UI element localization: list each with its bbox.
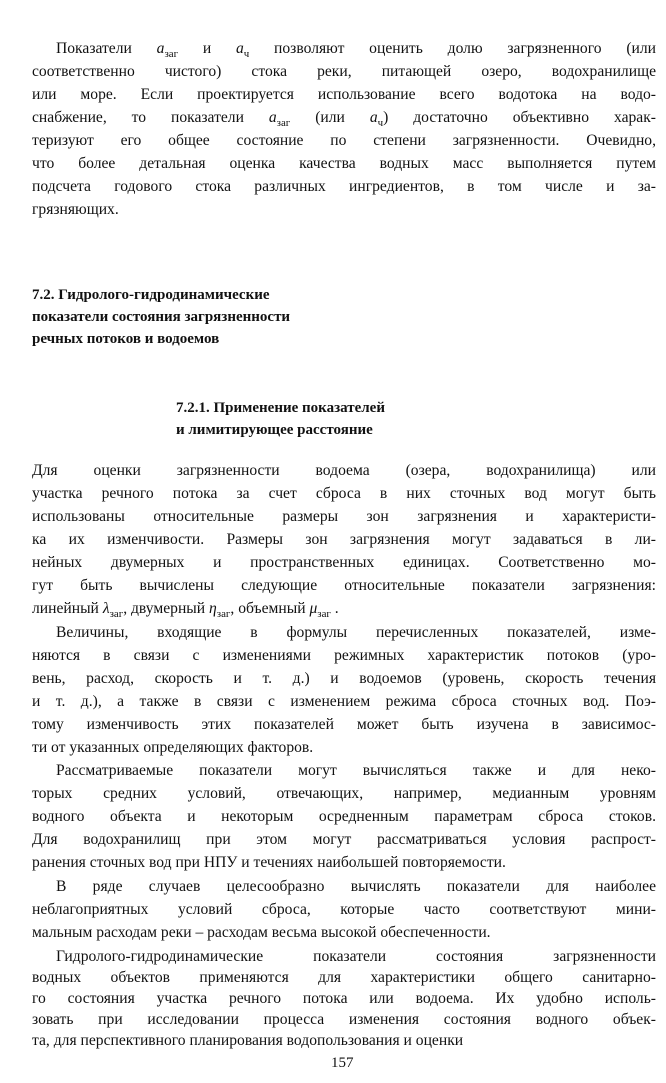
text-line: грязняющих. bbox=[32, 201, 119, 218]
text-line: Для оценки загрязненности водоема (озера, водохранилища) или bbox=[32, 462, 656, 479]
text-line: что более детальная оценка качества водных масс выполняется путем bbox=[32, 155, 656, 172]
text-line: Для водохранилищ при этом могут рассматриваться условия распрост- bbox=[32, 831, 656, 848]
text-line: го состояния участка речного потока или водоема. Их удобно исполь- bbox=[32, 990, 656, 1007]
text-line: водных объектов применяются для характеристики общего санитарно- bbox=[32, 969, 656, 986]
text-line: та, для перспективного планирования водопользования и оценки bbox=[32, 1032, 464, 1049]
text-line: теризуют его общее состояние по степени загрязненности. Очевидно, bbox=[32, 132, 656, 149]
text-line: соответственно чистого) стока реки, питающей озеро, водохранилище bbox=[32, 63, 656, 80]
text-line: Рассматриваемые показатели могут вычисляться также и для неко- bbox=[56, 762, 656, 779]
text-line: и т. д.), а также в связи с изменением режима сброса сточных вод. Поэ- bbox=[32, 693, 656, 710]
text-line: Величины, входящие в формулы перечисленных показателей, изме- bbox=[56, 624, 656, 641]
text-line: В ряде случаев целесообразно вычислять показатели для наиболее bbox=[56, 878, 656, 895]
text-line: или море. Если проектируется использование всего водотока на водо- bbox=[32, 86, 656, 103]
text-line: Показатели $a_{заг}$ и $a_ч$ позволяют оценить долю загрязненного (или bbox=[56, 40, 656, 60]
text-line: тому изменчивость этих показателей может быть изучена в зависимос- bbox=[32, 716, 656, 733]
text-line: ти от указанных определяющих факторов. bbox=[32, 739, 314, 756]
text-line: мальным расходам реки – расходам весьма высокой обеспеченности. bbox=[32, 924, 491, 941]
text-line: гут быть вычислены следующие относительные показатели загрязнения: bbox=[32, 577, 656, 594]
text-line: использованы относительные размеры зон загрязнения и характеристи- bbox=[32, 508, 656, 525]
text-line: подсчета годового стока различных ингредиентов, в том числе и за- bbox=[32, 178, 656, 195]
text-line: ка их изменчивости. Размеры зон загрязнения могут задаваться в ли- bbox=[32, 531, 656, 548]
text-line: вень, расход, скорость и т. д.) и водоемов (уровень, скорость течения bbox=[32, 670, 656, 687]
text-line: няются в связи с изменениями режимных характеристик потоков (уро- bbox=[32, 647, 656, 664]
document-page: Показатели $a_{заг}$ и $a_ч$ позволяют оценить долю загрязненного (или соответственно чистого) стока реки, питающей озеро, водохранилище или море. Если проектируется использование всего водотока на водо- снабжение, то показатели $a_{заг}$ (или $a_ч$) достаточно объективно харак- теризуют его общее состояние по степени загрязненности. Очевидно, что более детальная оценка качества водных масс выполняется путем подсчета годового стока различных ингредиентов, в том числе и за- грязняющих. 7.2. Гидролого-гидродинамические показатели состояния загрязненности речных потоков и водоемов 7.2.1. Применение показателей и лимитирующее расстояние Для оценки загрязненности водоема (озера, водохранилища) или участка речного потока за счет сброса в них сточных вод могут быть использованы относительные размеры зон загрязнения и характеристи- ка их изменчивости. Размеры зон загрязнения могут задаваться в ли- нейных двумерных и пространственных единицах. Соответственно мо- гут быть вычислены следующие относительные показатели загрязнения: линейный $\lambda_{заг}$, двумерный $\eta_{заг}$, объемный $\mu_{заг}$ . Величины, входящие в формулы перечисленных показателей, изме- няются в связи с изменениями режимных характеристик потоков (уро- вень, расход, скорость и т. д.) и водоемов (уровень, скорость течения и т. д.), а также в связи с изменением режима сброса сточных вод. Поэ- тому изменчивость этих показателей может быть изучена в зависимос- ти от указанных определяющих факторов. Рассматриваемые показатели могут вычисляться также и для неко- торых средних условий, отвечающих, например, медианным уровням водного объекта и некоторым осредненным параметрам сброса стоков. Для водохранилищ при этом могут рассматриваться условия распрост- ранения сточных вод при НПУ и течениях наибольшей повторяемости. В ряде случаев целесообразно вычислять показатели для наиболее неблагоприятных условий сброса, которые часто соответствуют мини- мальным расходам реки – расходам весьма высокой обеспеченности. Гидролого-гидродинамические показатели состояния загрязненности водных объектов применяются для характеристики общего санитарно- го состояния участка речного потока или водоема. Их удобно исполь- зовать при исследовании процесса изменения состояния водного объек- та, для перспективного планирования водопользования и оценки 157 bbox=[32, 40, 656, 1071]
text-line: Гидролого-гидродинамические показатели состояния загрязненности bbox=[56, 948, 656, 965]
text-line: зовать при исследовании процесса изменения состояния водного объек- bbox=[32, 1011, 656, 1028]
text-line: ранения сточных вод при НПУ и течениях наибольшей повторяемости. bbox=[32, 854, 506, 871]
page-number: 157 bbox=[331, 1055, 354, 1071]
text-line: участка речного потока за счет сброса в них сточных вод могут быть bbox=[32, 485, 656, 502]
text-line: неблагоприятных условий сброса, которые часто соответствуют мини- bbox=[32, 901, 656, 918]
text-line: снабжение, то показатели $a_{заг}$ (или $a_ч$) достаточно объективно харак- bbox=[32, 109, 656, 129]
text-line: торых средних условий, отвечающих, например, медианным уровням bbox=[32, 785, 656, 802]
text-line: нейных двумерных и пространственных единицах. Соответственно мо- bbox=[32, 554, 656, 571]
text-line: водного объекта и некоторым осредненным параметрам сброса стоков. bbox=[32, 808, 656, 825]
text-line: линейный $\lambda_{заг}$, двумерный $\eta_{заг}$, объемный $\mu_{заг}$ . bbox=[32, 600, 339, 620]
